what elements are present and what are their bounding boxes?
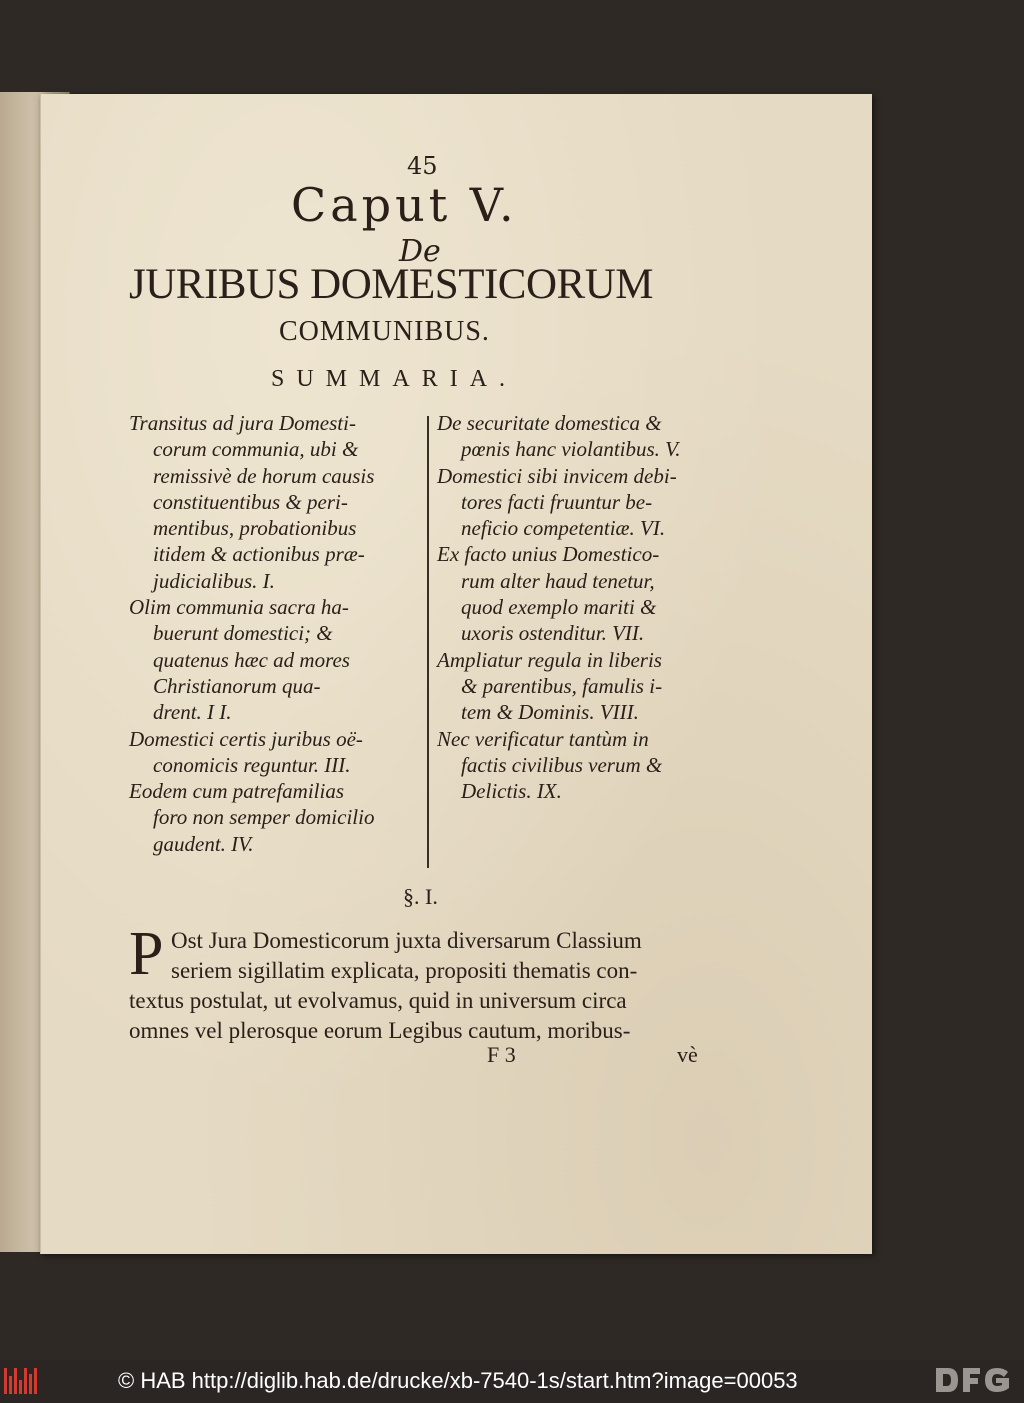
summary-entry: [437, 541, 739, 646]
summary-line: drent. I I.: [153, 700, 232, 725]
summary-line: factis civilibus verum &: [461, 752, 663, 777]
summary-line: Christianorum qua-: [153, 673, 321, 698]
summary-line: tores facti fruuntur be-: [461, 489, 653, 514]
summary-line: Domestici sibi invicem debi-: [437, 463, 677, 488]
chapter-title-line1: JURIBUS DOMESTICORUM: [129, 261, 653, 308]
summary-line: De securitate domestica &: [437, 411, 662, 435]
hab-barcode-logo-icon: [4, 1368, 38, 1394]
summary-line: gaudent. IV.: [153, 831, 254, 856]
summary-line: Transitus ad jura Domesti-: [129, 411, 356, 435]
summary-line: rum alter haud tenetur,: [461, 568, 655, 593]
body-line: Ost Jura Domesticorum juxta diversarum Classium: [171, 928, 642, 953]
summary-line: Domestici certis juribus oë-: [129, 726, 363, 751]
footer-bar: [0, 1360, 1024, 1402]
summary-line: Eodem cum patrefamilias: [129, 779, 345, 804]
summary-line: quod exemplo mariti &: [461, 595, 657, 620]
summary-entry: [129, 778, 427, 857]
summary-line: neficio competentiæ. VI.: [461, 516, 666, 541]
catchword: vè: [677, 1042, 698, 1067]
summary-line: Ex facto unius Domestico-: [437, 542, 660, 567]
summary-line: Delictis. IX.: [461, 779, 562, 804]
summary-line: judicialibus. I.: [153, 568, 275, 593]
summary-entry: [129, 410, 427, 594]
summary-line: corum communia, ubi &: [153, 437, 359, 462]
summary-column-left: [129, 410, 427, 857]
summary-line: mentibus, probationibus: [153, 516, 357, 541]
summary-entry: [129, 594, 427, 725]
summary-entry: [437, 726, 739, 805]
column-divider: [427, 416, 429, 868]
body-line: seriem sigillatim explicata, propositi thematis con-: [171, 958, 638, 983]
summary-line: foro non semper domicilio: [153, 805, 375, 830]
summaria-heading: SUMMARIA.: [271, 366, 518, 392]
summary-line: uxoris ostenditur. VII.: [461, 621, 645, 646]
dfg-logo-icon: [934, 1365, 1014, 1395]
summary-line: remissivè de horum causis: [153, 463, 375, 488]
body-line: omnes vel plerosque eorum Legibus cautum, moribus-: [129, 1018, 631, 1043]
summary-line: & parentibus, famulis i-: [461, 673, 663, 698]
chapter-title-line2: COMMUNIBUS.: [279, 316, 490, 347]
signature-mark: F 3: [487, 1042, 516, 1067]
summary-column-right: [437, 410, 739, 804]
drop-capital: P: [129, 920, 164, 988]
summary-line: constituentibus & peri-: [153, 489, 348, 514]
chapter-preposition: De: [399, 234, 441, 269]
body-line: textus postulat, ut evolvamus, quid in universum circa: [129, 988, 627, 1013]
summary-line: quatenus hæc ad mores: [153, 647, 350, 672]
summary-line: conomicis reguntur. III.: [153, 752, 351, 777]
chapter-heading: Caput V.: [291, 178, 518, 232]
summary-line: itidem & actionibus præ-: [153, 542, 365, 567]
summary-line: Olim communia sacra ha-: [129, 595, 349, 620]
book-page: [40, 94, 872, 1254]
summary-entry: [437, 410, 739, 463]
summary-entry: [437, 463, 739, 542]
summary-line: Nec verificatur tantùm in: [437, 726, 649, 751]
dfg-logo: [934, 1365, 1014, 1403]
summary-line: tem & Dominis. VIII.: [461, 700, 639, 725]
summary-line: buerunt domestici; &: [153, 621, 333, 646]
summary-line: pœnis hanc violantibus. V.: [461, 437, 681, 462]
section-mark: §. I.: [403, 884, 438, 909]
body-text: [129, 920, 739, 1046]
summary-entry: [437, 647, 739, 726]
summary-line: Ampliatur regula in liberis: [437, 647, 662, 672]
copyright-url[interactable]: © HAB http://diglib.hab.de/drucke/xb-7540-1s/start.htm?image=00053: [118, 1368, 798, 1393]
summary-entry: [129, 726, 427, 779]
page-number: 45: [407, 152, 438, 180]
